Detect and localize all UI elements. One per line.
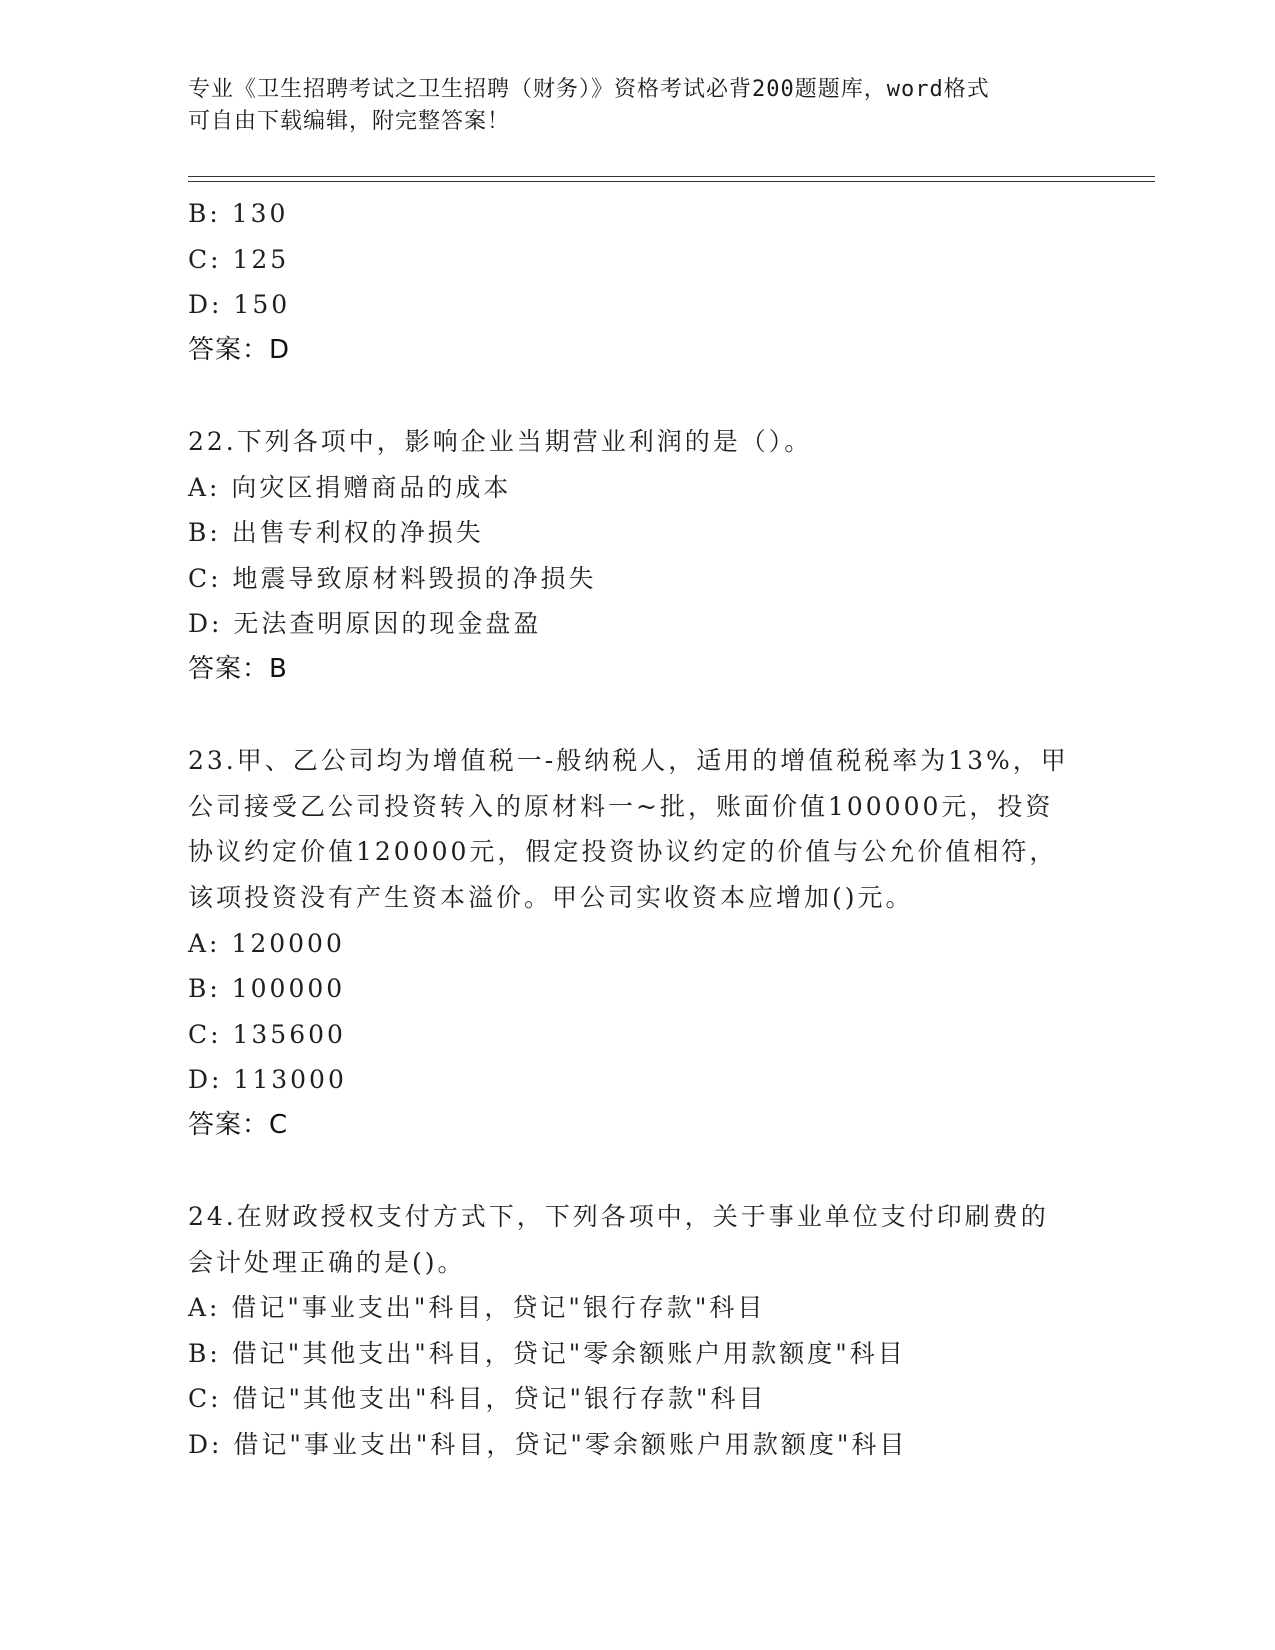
- option-b: B: 100000: [188, 974, 346, 1004]
- question-stem-line: 协议约定价值120000元，假定投资协议约定的价值与公允价值相符，: [188, 837, 1058, 867]
- header-divider-top: [188, 176, 1155, 177]
- option-a: A: 借记"事业支出"科目，贷记"银行存款"科目: [188, 1293, 766, 1323]
- option-d: D: 150: [188, 290, 291, 320]
- option-a: A: 向灾区捐赠商品的成本: [188, 472, 512, 502]
- answer-line: 答案：D: [188, 334, 291, 365]
- question-stem-line: 会计处理正确的是()。: [188, 1247, 466, 1277]
- question-24: [188, 1194, 1088, 1468]
- page-header: [188, 74, 1068, 138]
- option-c: C: 135600: [188, 1019, 346, 1049]
- question-list: [188, 191, 1088, 1468]
- option-c: C: 借记"其他支出"科目，贷记"银行存款"科目: [188, 1384, 767, 1414]
- option-c: C: 地震导致原材料毁损的净损失: [188, 563, 597, 593]
- answer-line: 答案：B: [188, 653, 288, 684]
- answer-line: 答案：C: [188, 1109, 289, 1140]
- option-a: A: 120000: [188, 928, 345, 958]
- question-stem: 22.下列各项中，影响企业当期营业利润的是（）。: [188, 426, 813, 456]
- option-d: D: 借记"事业支出"科目，贷记"零余额账户用款额度"科目: [188, 1430, 908, 1460]
- option-d: D: 无法查明原因的现金盘盈: [188, 609, 542, 639]
- question-22: [188, 419, 1088, 693]
- question-stem-line: 24.在财政授权支付方式下，下列各项中，关于事业单位支付印刷费的: [188, 1202, 1049, 1232]
- question-stem-line: 公司接受乙公司投资转入的原材料一~批，账面价值100000元，投资: [188, 791, 1054, 821]
- option-b: B: 借记"其他支出"科目，贷记"零余额账户用款额度"科目: [188, 1338, 906, 1368]
- option-d: D: 113000: [188, 1065, 347, 1095]
- option-b: B: 130: [188, 199, 289, 228]
- question-stem-line: 23.甲、乙公司均为增值税一-般纳税人，适用的增值税税率为13%，甲: [188, 746, 1069, 776]
- header-divider-bottom: [188, 181, 1155, 182]
- question-21-tail: [188, 191, 1088, 373]
- header-line-1: 专业《卫生招聘考试之卫生招聘（财务）》资格考试必背200题题库，word格式: [188, 77, 990, 102]
- option-b: B: 出售专利权的净损失: [188, 518, 484, 548]
- spacer: [188, 1148, 1088, 1194]
- spacer: [188, 373, 1088, 419]
- option-c: C: 125: [188, 244, 290, 274]
- header-line-2: 可自由下载编辑，附完整答案！: [188, 109, 511, 134]
- question-stem-line: 该项投资没有产生资本溢价。甲公司实收资本应增加()元。: [188, 882, 914, 912]
- question-23: [188, 738, 1088, 1148]
- spacer: [188, 693, 1088, 739]
